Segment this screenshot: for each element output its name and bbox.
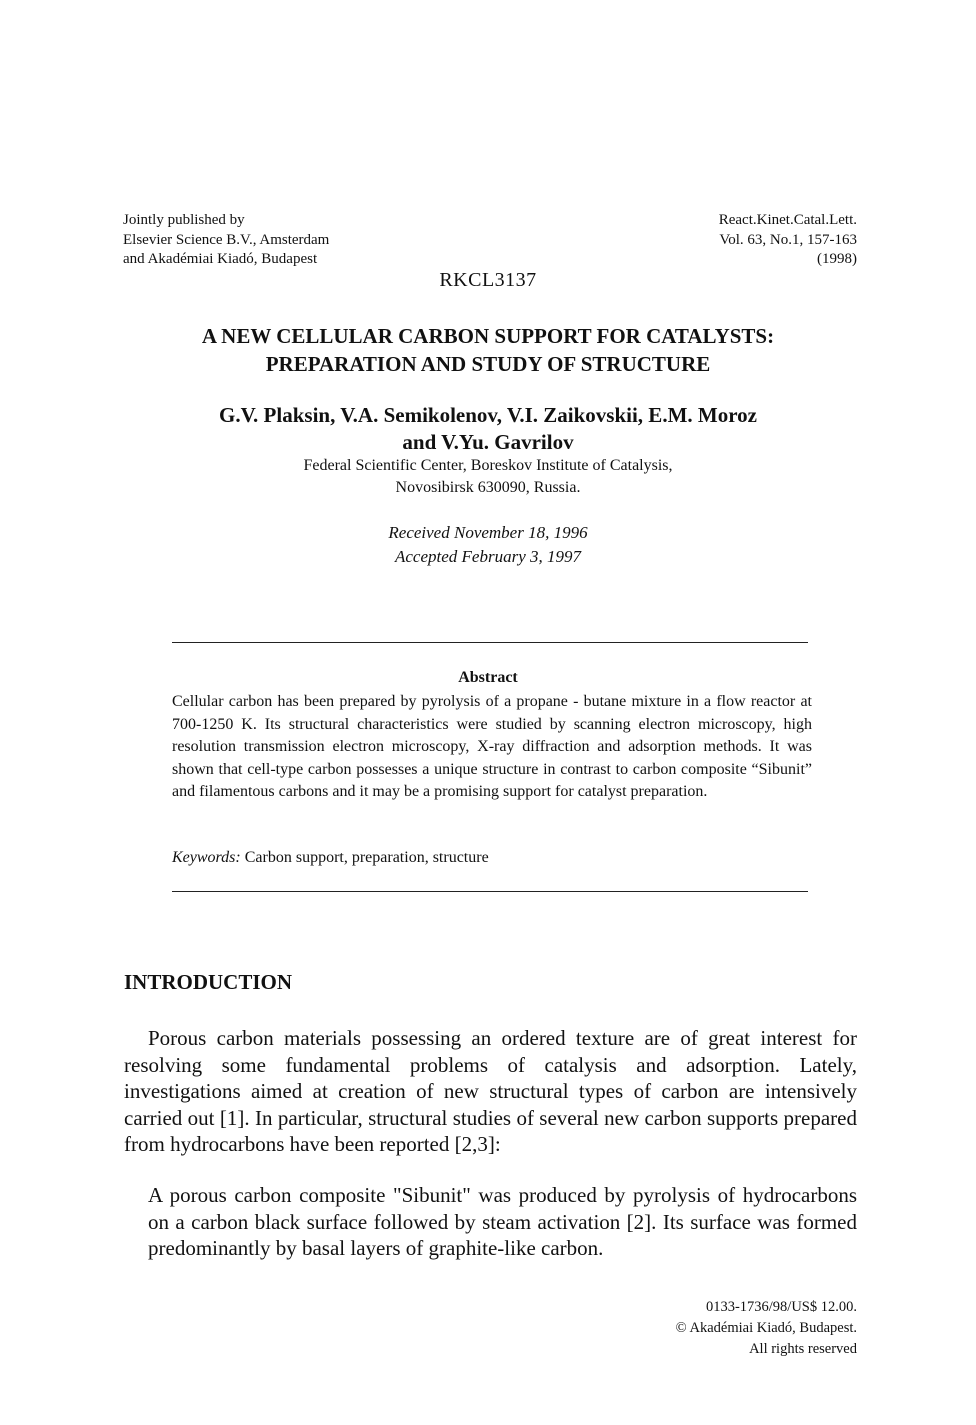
- footer-line: © Akadémiai Kiadó, Budapest.: [675, 1320, 857, 1336]
- journal-line: React.Kinet.Catal.Lett.: [718, 212, 857, 228]
- copyright-footer: [676, 1297, 857, 1360]
- journal-citation: [719, 211, 857, 270]
- intro-paragraph-2: A porous carbon composite "Sibunit" was produced by pyrolysis of hydrocarbons on a carbon black surface followed by steam activation [2]. Its surface was formed predominantly by basal layers of graphite-like carbon.: [148, 1183, 857, 1260]
- article-code: RKCL3137: [439, 269, 537, 291]
- authors: [0, 402, 976, 456]
- abstract-heading: Abstract: [458, 669, 518, 686]
- title-line: PREPARATION AND STUDY OF STRUCTURE: [265, 352, 711, 376]
- paper-title: [0, 322, 976, 378]
- abstract-top-rule: [172, 642, 808, 643]
- keywords-label: Keywords:: [172, 849, 241, 866]
- affiliation-line: Federal Scientific Center, Boreskov Institute of Catalysis,: [303, 457, 673, 474]
- abstract-text: Cellular carbon has been prepared by pyrolysis of a propane - butane mixture in a flow reactor at 700-1250 K. Its structural characteristics were studied by scanning electron microscopy, high resolution transmission electron microscopy, X-ray diffraction and adsorption methods. It was shown that cell-type carbon possesses a unique structure in contrast to carbon composite “Sibunit” and filamentous carbons and it may be a promising support for catalyst preparation.: [172, 693, 812, 800]
- accepted-date: Accepted February 3, 1997: [395, 547, 581, 566]
- received-date: Received November 18, 1996: [388, 523, 588, 542]
- journal-line: (1998): [817, 251, 857, 267]
- keywords: [172, 849, 489, 867]
- authors-line: G.V. Plaksin, V.A. Semikolenov, V.I. Zaikovskii, E.M. Moroz: [219, 403, 757, 427]
- abstract-bottom-rule: [172, 891, 808, 892]
- publisher-line: Jointly published by: [123, 212, 245, 228]
- keywords-text: Carbon support, preparation, structure: [244, 849, 489, 866]
- authors-line: and V.Yu. Gavrilov: [402, 430, 574, 454]
- title-line: A NEW CELLULAR CARBON SUPPORT FOR CATALYSTS:: [201, 324, 775, 348]
- affiliation: [0, 455, 976, 499]
- affiliation-line: Novosibirsk 630090, Russia.: [395, 479, 581, 496]
- footer-line: 0133-1736/98/US$ 12.00.: [705, 1299, 857, 1315]
- publisher-line: and Akadémiai Kiadó, Budapest: [123, 251, 318, 267]
- dates-block: [0, 521, 976, 569]
- footer-line: All rights reserved: [749, 1341, 857, 1357]
- introduction-heading: INTRODUCTION: [124, 970, 293, 994]
- publisher-line: Elsevier Science B.V., Amsterdam: [123, 231, 330, 248]
- intro-paragraph-1: Porous carbon materials possessing an ordered texture are of great interest for resolving some fundamental problems of catalysis and adsorption. Lately, investigations aimed at creation of new structural types of carbon are intensively carried out [1]. In particular, structural studies of several new carbon supports prepared from hydrocarbons have been reported [2,3]:: [124, 1026, 857, 1156]
- publisher-block: [123, 211, 329, 270]
- journal-line: Vol. 63, No.1, 157-163: [719, 231, 857, 248]
